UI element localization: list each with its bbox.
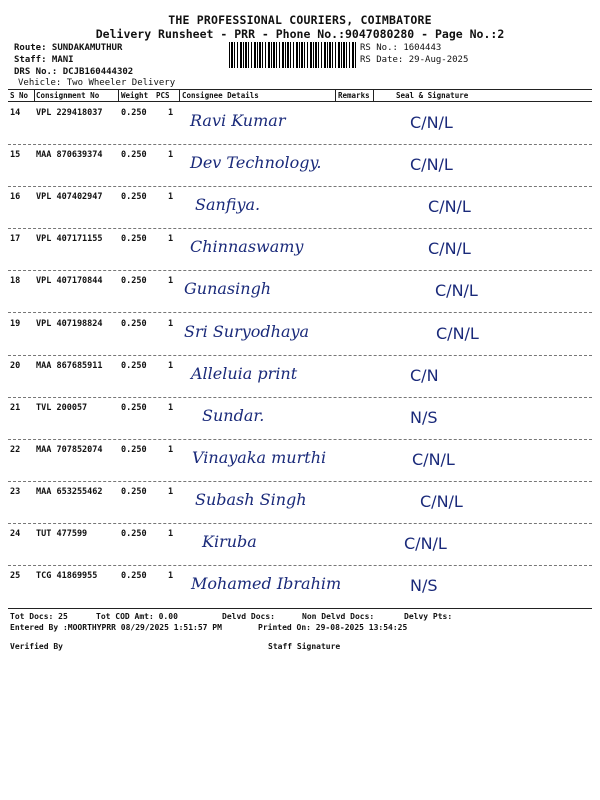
- sno-cell: 20: [10, 360, 21, 371]
- col-header-seal-signature: Seal & Signature: [396, 91, 469, 100]
- weight-cell: 0.250: [121, 402, 147, 413]
- weight-cell: 0.250: [121, 360, 147, 371]
- table-row: [8, 103, 592, 145]
- pcs-cell: 1: [168, 276, 174, 287]
- seal-mark: C/N/L: [420, 491, 463, 511]
- pcs-cell: 1: [168, 318, 174, 329]
- sno-cell: 24: [10, 529, 21, 539]
- consignee-signature: Subash Singh: [195, 489, 307, 509]
- consignment-number: MAA 867685911: [36, 360, 103, 371]
- document-title: THE PROFESSIONAL COURIERS, COIMBATORE: [168, 13, 432, 27]
- table-row: [8, 482, 592, 524]
- vehicle-label: Vehicle: Two Wheeler Delivery: [18, 78, 176, 88]
- consignee-signature: Chinnaswamy: [190, 237, 304, 257]
- consignment-number: TUT 477599: [36, 529, 88, 539]
- weight-cell: 0.250: [121, 486, 147, 497]
- delivery-points: Delvy Pts:: [404, 612, 453, 621]
- consignee-signature: Vinayaka murthi: [192, 447, 327, 467]
- table-row: [8, 229, 592, 271]
- non-delivered-docs: Non Delvd Docs:: [302, 612, 375, 621]
- sno-cell: 14: [10, 108, 21, 118]
- col-header-consignment: Consignment No: [36, 91, 100, 100]
- consignment-number: TVL 200057: [36, 402, 88, 413]
- table-row: [8, 398, 592, 440]
- printed-on: Printed On: 29-08-2025 13:54:25: [258, 623, 408, 632]
- weight-cell: 0.250: [121, 318, 147, 329]
- consignee-signature: Kiruba: [202, 532, 257, 551]
- consignment-number: VPL 229418037: [36, 108, 103, 118]
- table-row: [8, 440, 592, 482]
- seal-mark: C/N/L: [435, 281, 478, 301]
- consignee-signature: Sanfiya.: [195, 195, 261, 215]
- sno-cell: 21: [10, 402, 21, 413]
- pcs-cell: 1: [168, 402, 174, 413]
- weight-cell: 0.250: [121, 529, 147, 539]
- table-row: [8, 145, 592, 187]
- seal-mark: C/N/L: [404, 534, 447, 553]
- seal-mark: C/N/L: [428, 197, 471, 217]
- seal-mark: C/N: [410, 365, 439, 385]
- seal-mark: N/S: [410, 407, 438, 427]
- weight-cell: 0.250: [121, 571, 147, 582]
- consignment-number: MAA 707852074: [36, 444, 103, 455]
- sno-cell: 18: [10, 276, 21, 287]
- consignee-signature: Alleluia print: [191, 363, 298, 383]
- col-header-consignee: Consignee Details: [182, 91, 259, 100]
- weight-cell: 0.250: [121, 108, 147, 118]
- table-row: [8, 356, 592, 398]
- seal-mark: C/N/L: [410, 113, 453, 132]
- pcs-cell: 1: [168, 571, 174, 582]
- consignee-signature: Dev Technology.: [190, 153, 322, 173]
- consignment-number: MAA 870639374: [36, 150, 103, 161]
- table-row: [8, 524, 592, 566]
- weight-cell: 0.250: [121, 444, 147, 455]
- seal-mark: C/N/L: [410, 155, 453, 175]
- delivered-docs: Delvd Docs:: [222, 612, 275, 621]
- runsheet-table: [8, 89, 592, 609]
- route-label: Route: SUNDAKAMUTHUR: [14, 43, 123, 53]
- staff-signature-label: Staff Signature: [268, 642, 341, 651]
- sno-cell: 25: [10, 571, 21, 582]
- sno-cell: 23: [10, 486, 21, 497]
- pcs-cell: 1: [168, 108, 174, 118]
- drs-number: DRS No.: DCJB160444302: [14, 67, 134, 77]
- sno-cell: 17: [10, 234, 21, 245]
- consignee-signature: Ravi Kumar: [190, 111, 286, 130]
- seal-mark: C/N/L: [436, 323, 479, 343]
- consignee-signature: Sri Suryodhaya: [184, 321, 310, 341]
- pcs-cell: 1: [168, 192, 174, 203]
- document-subtitle: Delivery Runsheet - PRR - Phone No.:9047080280 - Page No.:2: [95, 27, 505, 41]
- col-header-pcs: PCS: [156, 91, 170, 100]
- pcs-cell: 1: [168, 529, 174, 539]
- seal-mark: N/S: [410, 576, 438, 596]
- table-row: [8, 314, 592, 356]
- table-row: [8, 566, 592, 608]
- verified-by-label: Verified By: [10, 642, 63, 651]
- sno-cell: 22: [10, 444, 21, 455]
- consignment-number: VPL 407171155: [36, 234, 103, 245]
- sno-cell: 15: [10, 150, 21, 161]
- weight-cell: 0.250: [121, 150, 147, 161]
- consignee-signature: Mohamed Ibrahim: [191, 574, 342, 594]
- weight-cell: 0.250: [121, 192, 147, 203]
- seal-mark: C/N/L: [412, 449, 455, 469]
- consignee-signature: Gunasingh: [184, 279, 272, 299]
- rs-date: RS Date: 29-Aug-2025: [360, 55, 469, 65]
- seal-mark: C/N/L: [428, 239, 471, 259]
- rs-number: RS No.: 1604443: [360, 43, 442, 53]
- total-cod-amount: Tot COD Amt: 0.00: [96, 612, 178, 621]
- barcode-image: [229, 42, 356, 68]
- consignment-number: TCG 41869955: [36, 571, 98, 582]
- table-row: [8, 271, 592, 313]
- consignment-number: VPL 407170844: [36, 276, 103, 287]
- table-row: [8, 187, 592, 229]
- pcs-cell: 1: [168, 444, 174, 455]
- staff-label: Staff: MANI: [14, 55, 74, 65]
- consignment-number: VPL 407198824: [36, 318, 103, 329]
- entered-by: Entered By :MOORTHYPRR 08/29/2025 1:51:57 PM: [10, 623, 222, 632]
- sno-cell: 16: [10, 192, 21, 203]
- col-header-weight: Weight: [121, 91, 149, 100]
- sno-cell: 19: [10, 318, 21, 329]
- consignment-number: MAA 653255462: [36, 486, 103, 497]
- weight-cell: 0.250: [121, 234, 147, 245]
- consignee-signature: Sundar.: [202, 405, 265, 425]
- pcs-cell: 1: [168, 234, 174, 245]
- col-header-sno: S No: [10, 91, 29, 100]
- pcs-cell: 1: [168, 486, 174, 497]
- total-docs: Tot Docs: 25: [10, 612, 68, 621]
- col-header-remarks: Remarks: [338, 91, 370, 100]
- pcs-cell: 1: [168, 150, 174, 161]
- consignment-number: VPL 407402947: [36, 192, 103, 203]
- weight-cell: 0.250: [121, 276, 147, 287]
- pcs-cell: 1: [168, 360, 174, 371]
